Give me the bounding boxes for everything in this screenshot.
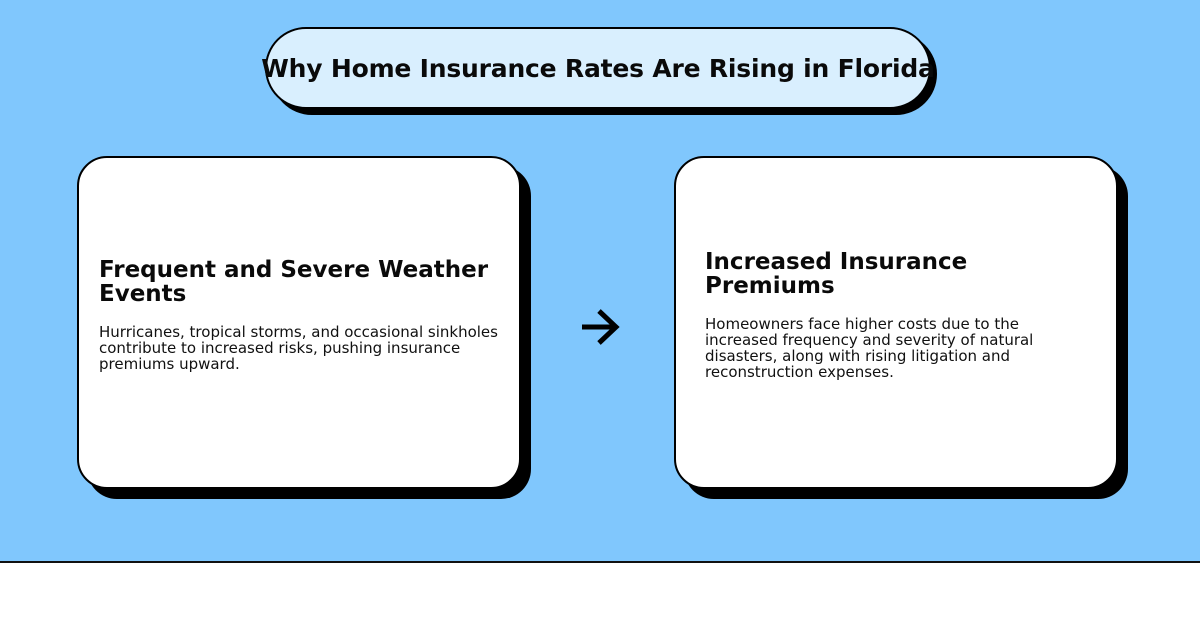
arrow-right-icon (577, 306, 623, 348)
effect-card-body: Homeowners face higher costs due to the increased frequency and severity of natural disasters, along with rising litigation and reconstruction expenses. (705, 314, 1034, 381)
effect-card (674, 156, 1118, 489)
title-banner (261, 27, 935, 109)
cause-card-body: Hurricanes, tropical storms, and occasional sinkholes contribute to increased risks, pushing insurance premiums upward. (99, 322, 498, 373)
cause-card-heading: Frequent and Severe Weather Events (99, 256, 489, 307)
effect-card-heading: Increased Insurance Premiums (705, 248, 968, 299)
cause-card (77, 156, 521, 489)
diagram-title: Why Home Insurance Rates Are Rising in Florida (261, 53, 935, 83)
